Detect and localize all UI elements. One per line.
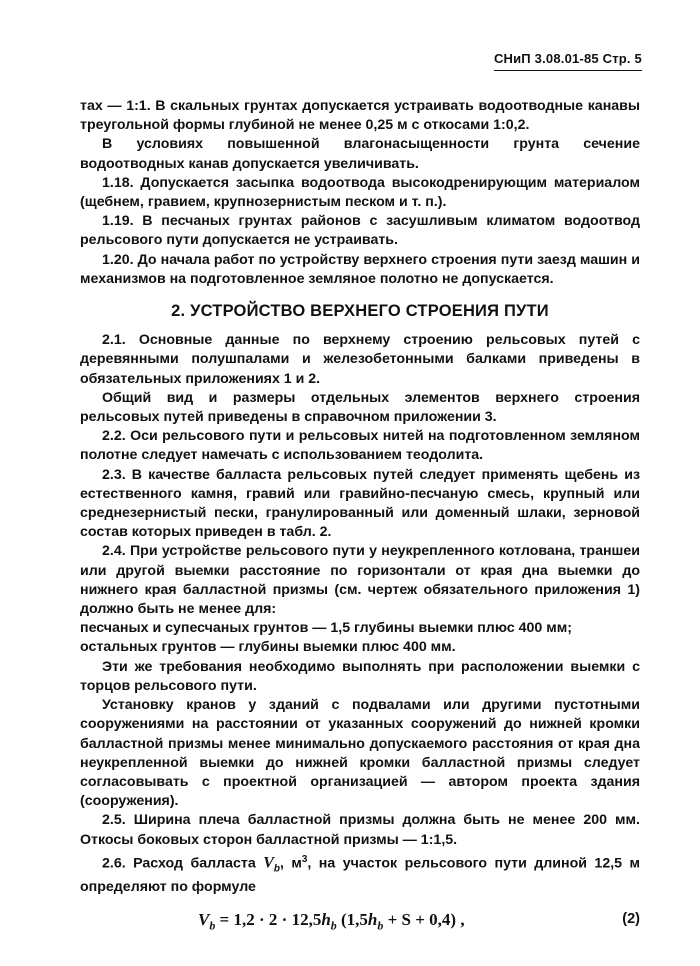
requirements-list [80,619,640,657]
paragraph-text-end: , на участок рельсового пути длиной 12,5 м определяют по формуле [80,855,640,896]
paragraph-number: 2.3. [102,466,126,483]
paragraph-text: тах — 1:1. В скальных грунтах допускается устраивать водоотводные канавы треугольной формы глубиной не менее 0,25 м с откосами 1:0,2. [80,98,640,134]
formula-lhs-sub: b [209,918,216,933]
paragraph [80,542,640,619]
paragraph-text: При устройстве рельсового пути у неукрепленного котлована, траншеи или другой выемки расстояние по горизонтали от края дна выемки до нижнего края балластной призмы (см. чертеж обязательного приложения 1) должно быть не менее для: [80,543,640,618]
formula-part-3: + S + 0,4) , [383,909,465,929]
paragraph [80,135,640,173]
paragraph-number: 2.5. [102,812,126,829]
paragraph-number: 1.20. [102,251,134,268]
paragraph-number: 2.1. [102,332,126,349]
section-paragraphs [80,331,640,619]
formula-h2-sub: b [377,918,384,933]
paragraph-number: 1.19. [102,213,134,230]
paragraph [80,658,640,696]
paragraph [80,466,640,543]
formula-part-2: (1,5 [336,909,368,929]
paragraph-text: В качестве балласта рельсовых путей следует применять щебень из естественного камня, гравий или гравийно-песчаную смесь, крупный или среднезернистый пески, гранулированный или доменный шлаки, зерновой состав которых приведен в табл. 2. [80,466,640,541]
unit-text: , м [279,855,302,872]
paragraph-text: Допускается засыпка водоотвода высокодренирующим материалом (щебнем, гравием, крупнозернистым песком и т. п.). [80,174,640,211]
paragraph-text: Расход балласта [125,855,264,872]
formula-expression [198,910,465,936]
paragraph [80,97,640,135]
after-paragraphs [80,658,640,850]
paragraph-text: В песчаных грунтах районов с засушливым климатом водоотвод рельсового пути допускается не устраивать. [80,213,640,249]
top-paragraphs [80,97,640,289]
paragraph-text: До начала работ по устройству верхнего строения пути заезд машин и механизмов на подготовленное земляное полотно не допускается. [80,251,640,287]
paragraph [80,331,640,389]
paragraph [80,174,640,212]
paragraph-text: Оси рельсового пути и рельсовых нитей на подготовленном земляном полотне следует намечать с использованием теодолита. [80,428,640,464]
paragraph [80,427,640,465]
paragraph-text: Установку кранов у зданий с подвалами или другими пустотными сооружениями на расстоянии от указанных сооружений до нижней кромки балластной призмы менее минимально допускаемого расстояния от края дна неукрепленной выемки до нижней кромки балластной призмы следует согласовывать с проектной организацией — автором проекта здания (сооружения). [80,697,640,810]
paragraph-number: 2.2. [102,428,126,445]
paragraph-text: В условиях повышенной влагонасыщенности грунта сечение водоотводных канав допускается увеличивать. [80,136,640,172]
paragraph-number: 2.4. [102,543,126,560]
paragraph-number: 2.6. [102,855,126,872]
formula-h1-sub: b [330,918,337,933]
formula-h2: h [367,909,378,929]
list-item: песчаных и супесчаных грунтов — 1,5 глубины выемки плюс 400 мм; [80,620,572,637]
paragraph-2-6 [80,850,640,898]
variable-v-subscript: b [273,863,280,875]
formula-2 [80,906,640,936]
paragraph [80,389,640,427]
formula-h1: h [321,909,331,929]
paragraph-text: Основные данные по верхнему строению рельсовых путей с деревянными полушпалами и железобетонными балками приведены в обязательных приложениях 1 и 2. [80,332,640,387]
paragraph-text: Ширина плеча балластной призмы должна быть не менее 200 мм. Откосы боковых сторон балластной призмы — 1:1,5. [80,812,640,848]
paragraph [80,251,640,289]
paragraph [80,811,640,849]
paragraph-text: Общий вид и размеры отдельных элементов верхнего строения рельсовых путей приведены в справочном приложении 3. [80,389,640,426]
page-content [80,97,640,936]
paragraph-text: Эти же требования необходимо выполнять при расположении выемки с торцов рельсового пути. [80,658,640,694]
page-header: СНиП 3.08.01-85 Стр. 5 [494,51,642,71]
equation-number: (2) [622,910,640,927]
section-title: 2. УСТРОЙСТВО ВЕРХНЕГО СТРОЕНИЯ ПУТИ [171,302,549,321]
formula-part-1: = 1,2 · 2 · 12,5 [215,909,322,929]
unit-superscript: 3 [301,853,308,865]
paragraph [80,212,640,250]
paragraph [80,696,640,811]
formula-lhs: V [198,909,210,929]
list-item: остальных грунтов — глубины выемки плюс 400 мм. [80,639,456,656]
variable-v: V [263,854,274,872]
paragraph-number: 1.18. [102,174,134,191]
